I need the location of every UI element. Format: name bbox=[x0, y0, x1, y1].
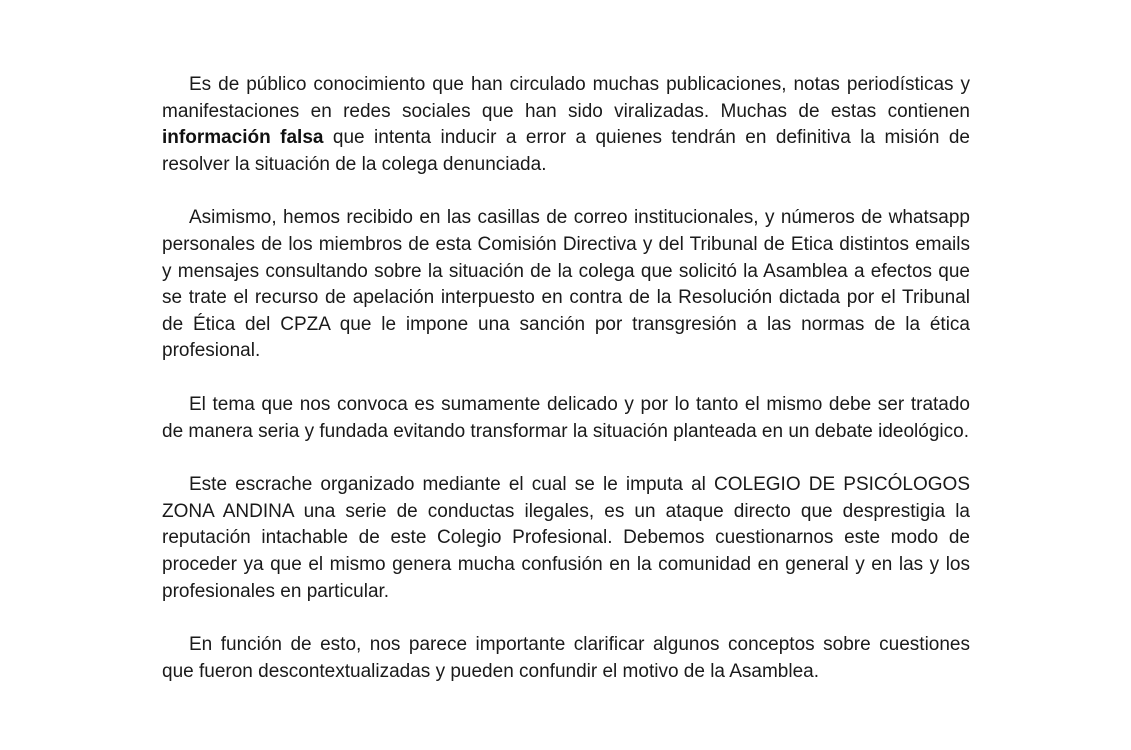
document-body bbox=[162, 72, 970, 685]
bold-phrase: información falsa bbox=[162, 127, 324, 149]
paragraph-1-text-start: Es de público conocimiento que han circulado muchas publicaciones, notas periodísticas y manifestaciones en redes sociales que han sido viralizadas. Muchas de estas contienen bbox=[162, 74, 970, 122]
paragraph-2: Asimismo, hemos recibido en las casillas de correo institucionales, y números de whatsapp personales de los miembros de esta Comisión Directiva y del Tribunal de Etica distintos emails y mensajes consultando sobre la situación de la colega que solicitó la Asamblea a efectos que se trate el recurso de apelación interpuesto en contra de la Resolución dictada por el Tribunal de Ética del CPZA que le impone una sanción por transgresión a las normas de la ética profesional. bbox=[162, 207, 970, 362]
paragraph-3: El tema que nos convoca es sumamente delicado y por lo tanto el mismo debe ser tratado de manera seria y fundada evitando transformar la situación planteada en un debate ideológico. bbox=[162, 393, 970, 442]
paragraph-1-text-end: que intenta inducir a error a quienes tendrán en definitiva la misión de resolver la situación de la colega denunciada. bbox=[162, 127, 970, 175]
paragraph-1 bbox=[162, 72, 970, 178]
paragraph-4: Este escrache organizado mediante el cual se le imputa al COLEGIO DE PSICÓLOGOS ZONA ANDINA una serie de conductas ilegales, es un ataque directo que desprestigia la reputación intachable de este Colegio Profesional. Debemos cuestionarnos este modo de proceder ya que el mismo genera mucha confusión en la comunidad en general y en las y los profesionales en particular. bbox=[162, 474, 970, 602]
paragraph-5: En función de esto, nos parece importante clarificar algunos conceptos sobre cuestiones que fueron descontextualizadas y pueden confundir el motivo de la Asamblea. bbox=[162, 634, 970, 682]
